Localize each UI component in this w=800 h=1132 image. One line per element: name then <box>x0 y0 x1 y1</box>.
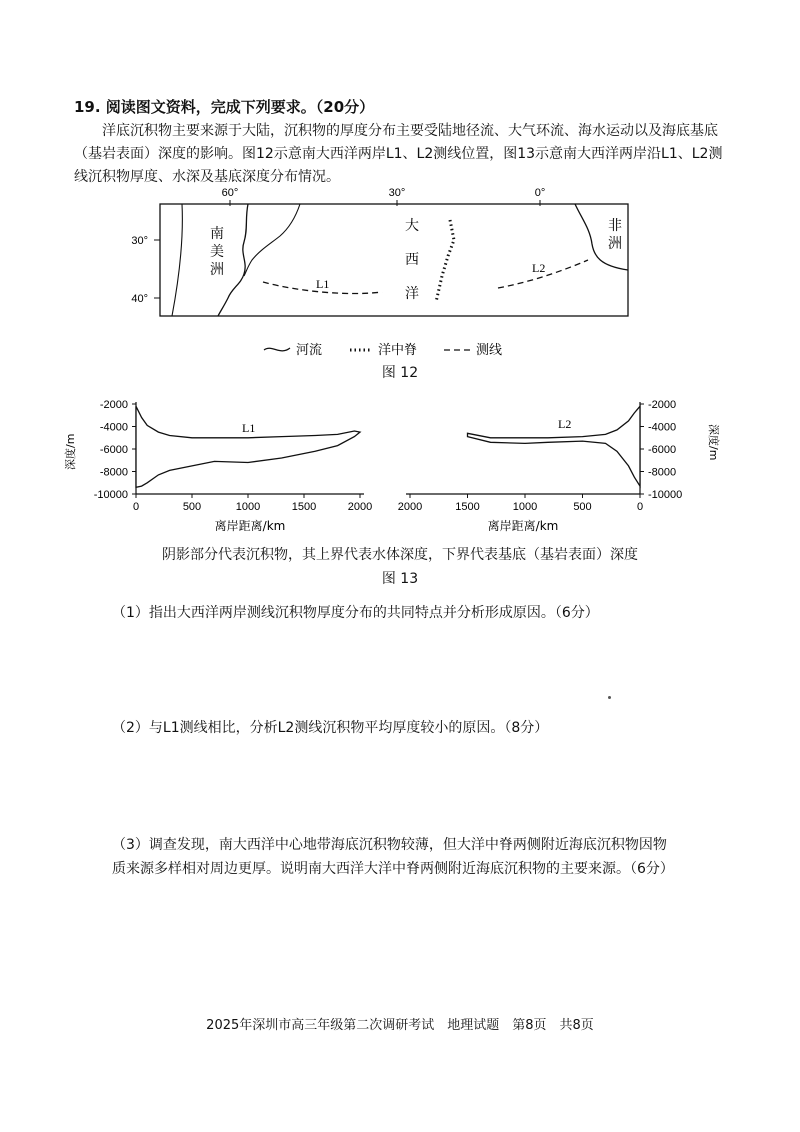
right-x-tick-label: 1500 <box>455 501 480 513</box>
question-1: （1）指出大西洋两岸测线沉积物厚度分布的共同特点并分析形成原因。（6分） <box>112 605 599 621</box>
south-america-coast <box>218 204 248 316</box>
left-x-tick-label: 2000 <box>347 501 373 513</box>
left-x-tick-label: 1000 <box>235 501 261 513</box>
l2-label: L2 <box>532 261 546 275</box>
lon-label-60: 60° <box>221 187 239 199</box>
left-x-tick-label: 1500 <box>291 501 317 513</box>
legend-ridge-label: 洋中脊 <box>378 343 418 358</box>
legend-river-symbol <box>264 348 290 351</box>
right-x-tick-label: 1000 <box>512 501 538 513</box>
left-x-axis-label: 离岸距离/km <box>214 519 286 533</box>
right-y-tick-label: -10000 <box>648 489 683 501</box>
right-y-tick-label: -4000 <box>648 421 677 434</box>
figure-13-caption: 图 13 <box>381 571 419 587</box>
sa-char-2: 美 <box>210 244 224 260</box>
legend-line-label: 测线 <box>476 343 503 358</box>
question-title: 19. 阅读图文资料，完成下列要求。（20分） <box>74 98 375 116</box>
left-y-tick-label: -2000 <box>99 399 128 411</box>
river-south-america <box>244 204 300 276</box>
ocean-char-2: 西 <box>405 252 419 268</box>
sa-char-1: 南 <box>210 226 224 242</box>
figure-13-sections <box>60 392 740 540</box>
right-x-tick-label: 0 <box>636 501 644 513</box>
ocean-char-1: 大 <box>405 218 419 234</box>
lon-label-30: 30° <box>388 187 406 199</box>
left-y-tick-label: -6000 <box>99 444 128 456</box>
africa-char-1: 非 <box>608 218 622 234</box>
lon-label-0: 0° <box>534 187 546 199</box>
left-y-tick-label: -10000 <box>93 489 128 501</box>
sa-char-3: 洲 <box>210 262 224 278</box>
figure-13-note: 阴影部分代表沉积物，其上界代表水体深度，下界代表基底（基岩表面）深度 <box>162 547 638 563</box>
left-y-tick-label: -8000 <box>99 466 128 479</box>
figure-12-legend <box>260 338 560 360</box>
lat-label-30: 30° <box>131 235 148 247</box>
left-y-axis-label: 深度/m <box>64 433 77 470</box>
question-3: （3）调查发现，南大西洋中心地带海底沉积物较薄，但大洋中脊两侧附近海底沉积物因物质来源多样相对周边更厚。说明南大西洋大洋中脊两侧附近海底沉积物的主要来源。（6分） <box>112 837 674 877</box>
left-x-tick-label: 500 <box>182 501 202 513</box>
right-y-tick-label: -2000 <box>648 399 677 411</box>
left-y-tick-label: -4000 <box>99 421 128 434</box>
section-l1-label: L1 <box>242 421 256 435</box>
question-intro: 洋底沉积物主要来源于大陆，沉积物的厚度分布主要受陆地径流、大气环流、海水运动以及海底基底（基岩表面）深度的影响。图12示意南大西洋两岸L1、L2测线位置，图13示意南大西洋两岸沿L1、L2测线沉积物厚度、水深及基底深度分布情况。 <box>74 123 723 185</box>
mid-ocean-ridge <box>436 220 454 302</box>
ocean-char-3: 洋 <box>405 286 419 302</box>
right-y-tick-label: -8000 <box>648 466 677 479</box>
right-y-axis-label: 深度/m <box>707 424 720 461</box>
right-x-tick-label: 500 <box>573 501 592 513</box>
page-footer: 2025年深圳市高三年级第二次调研考试 地理试题 第8页 共8页 <box>206 1018 594 1033</box>
africa-char-2: 洲 <box>608 236 622 252</box>
l1-sediment-area <box>136 406 360 487</box>
scan-speck <box>608 696 611 699</box>
right-x-tick-label: 2000 <box>397 501 423 513</box>
left-x-tick-label: 0 <box>132 501 140 513</box>
l1-label: L1 <box>316 277 330 291</box>
map-frame <box>160 204 628 316</box>
legend-river-label: 河流 <box>296 343 323 358</box>
section-l2-label: L2 <box>558 417 572 431</box>
figure-12-map <box>120 184 640 334</box>
right-x-axis-label: 离岸距离/km <box>487 519 559 533</box>
figure-12-caption: 图 12 <box>381 365 419 381</box>
right-y-tick-label: -6000 <box>648 444 677 456</box>
question-2: （2）与L1测线相比，分析L2测线沉积物平均厚度较小的原因。（8分） <box>112 720 549 736</box>
lat-label-40: 40° <box>131 293 148 305</box>
l2-sediment-area <box>468 406 641 486</box>
